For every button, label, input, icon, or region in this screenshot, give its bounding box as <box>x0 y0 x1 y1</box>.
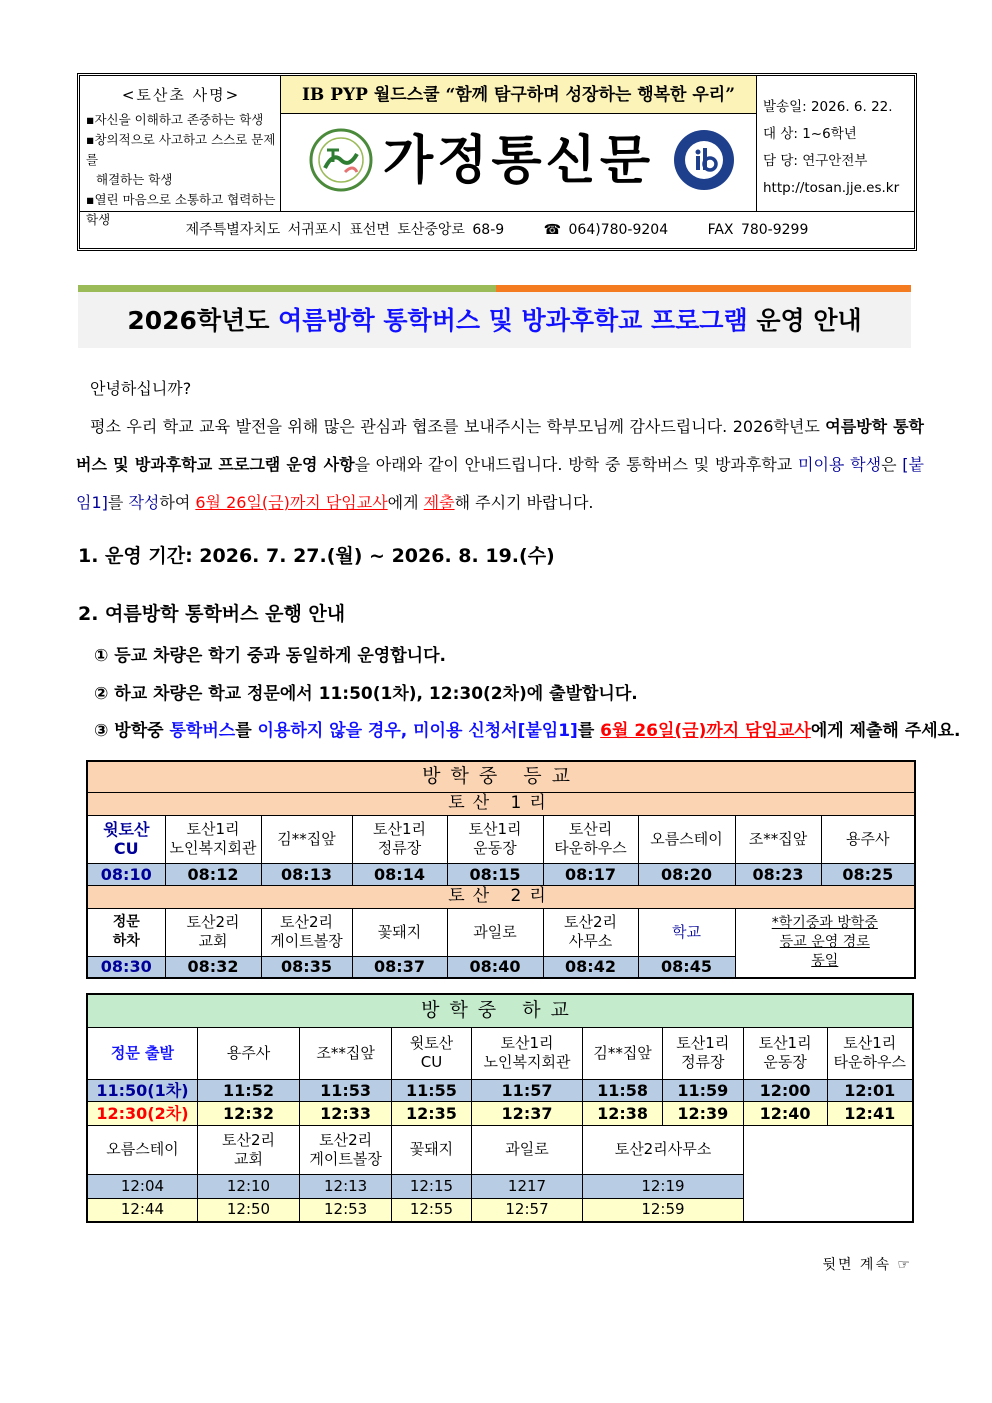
bus-time-cell: 12:57 <box>471 1198 582 1222</box>
route-note: *학기중과 방학중 등교 운영 경로 동일 <box>735 908 915 978</box>
bus-time-cell: 08:40 <box>447 956 543 978</box>
bus-stop-cell: 정문 출발 <box>87 1027 197 1079</box>
bus-time-cell: 08:10 <box>87 863 165 885</box>
text: 에게 제출해 주세요. <box>810 721 961 741</box>
bus-time-cell: 11:53 <box>300 1079 392 1101</box>
school-slogan: IB PYP 월드스쿨 “함께 탐구하며 성장하는 행복한 우리” <box>281 76 756 114</box>
banner-bar-orange <box>496 285 911 292</box>
bus-stop-cell: 토산리 타운하우스 <box>543 815 638 863</box>
bus-stop-cell: 꽃돼지 <box>352 908 447 956</box>
title-suffix: 운영 안내 <box>747 306 862 335</box>
bus-stop-cell: 토산2리 게이트볼장 <box>261 908 352 956</box>
motto-item: ▪자신을 이해하고 존중하는 학생 <box>86 112 264 127</box>
bus-time-cell: 12:41 <box>827 1101 913 1125</box>
route-2-title: 토산 2리 <box>87 885 915 908</box>
text: ③ 방학중 <box>94 721 170 741</box>
text: 여름방학 통학버스 및 방과후학교 프로그램 운영 사항 <box>76 417 924 474</box>
school-motto <box>80 76 281 227</box>
bus-time-cell: 1217 <box>471 1174 582 1198</box>
text: 미이용 학생 <box>798 455 882 474</box>
bus-stop-cell: 토산1리 정류장 <box>662 1027 743 1079</box>
bus-stop-cell: 오름스테이 <box>87 1125 197 1174</box>
section-period: 1. 운영 기간: 2026. 7. 27.(월) ~ 2026. 8. 19.(수) <box>78 545 555 567</box>
bus-time-cell: 08:32 <box>165 956 261 978</box>
bus-stop-cell: 토산2리 교회 <box>165 908 261 956</box>
ib-logo-icon <box>672 128 736 192</box>
bus-item-2: ② 하교 차량은 학교 정문에서 11:50(1차), 12:30(2차)에 출발합니다. <box>94 684 638 704</box>
text: [붙임1] <box>76 455 924 512</box>
bus-time-cell: 12:44 <box>87 1198 197 1222</box>
bus-stop-cell: 학교 <box>638 908 735 956</box>
bus-time-cell: 11:50(1차) <box>87 1079 197 1101</box>
text: 이용하지 않을 경우, 미이용 신청서[붙임1] <box>257 721 578 741</box>
bus-stop-cell: 토산1리 운동장 <box>447 815 543 863</box>
bus-time-cell: 12:40 <box>743 1101 827 1125</box>
bus-time-cell: 08:17 <box>543 863 638 885</box>
bus-time-cell: 11:57 <box>471 1079 582 1101</box>
afternoon-table-title: 방학중 하교 <box>87 994 913 1027</box>
bus-time-cell: 12:15 <box>392 1174 472 1198</box>
motto-item: ▪창의적으로 사고하고 스스로 문제를 <box>86 132 276 167</box>
bus-time-cell: 08:25 <box>821 863 915 885</box>
text: 제출 <box>423 493 455 512</box>
header-center <box>281 76 757 212</box>
document-title <box>78 292 911 348</box>
bus-stop-cell: 꽃돼지 <box>392 1125 472 1174</box>
bus-stop-cell: 토산2리 게이트볼장 <box>300 1125 392 1174</box>
text: 에게 <box>387 493 424 512</box>
text: 6월 26일(금)까지 담임교사 <box>195 493 388 512</box>
bus-time-cell: 12:32 <box>197 1101 299 1125</box>
bus-time-cell: 08:35 <box>261 956 352 978</box>
bus-time-cell: 11:52 <box>197 1079 299 1101</box>
bus-time-cell: 12:37 <box>471 1101 582 1125</box>
school-fax: FAX 780-9299 <box>707 222 809 238</box>
morning-table-title: 방학중 등교 <box>87 761 915 792</box>
bus-stop-cell: 토산1리 노인복지회관 <box>165 815 261 863</box>
bus-time-cell: 12:19 <box>583 1174 743 1198</box>
bus-time-cell: 08:42 <box>543 956 638 978</box>
bus-stop-cell: 김**집앞 <box>583 1027 663 1079</box>
bus-time-cell: 12:55 <box>392 1198 472 1222</box>
text: 을 아래와 같이 안내드립니다. 방학 중 통학버스 및 방과후학교 <box>354 455 798 474</box>
bus-stop-cell: 토산1리 운동장 <box>743 1027 827 1079</box>
title-subject: 여름방학 통학버스 및 방과후학교 프로그램 <box>278 306 748 335</box>
contact-line <box>80 212 914 248</box>
bus-stop-cell: 토산1리 노인복지회관 <box>471 1027 582 1079</box>
bus-time-cell: 12:53 <box>300 1198 392 1222</box>
bus-time-cell: 08:12 <box>165 863 261 885</box>
empty-cell <box>743 1125 913 1222</box>
header-top <box>80 76 914 227</box>
bus-time-cell: 12:33 <box>300 1101 392 1125</box>
newsletter-header <box>77 73 917 251</box>
section-bus: 2. 여름방학 통학버스 운행 안내 <box>78 603 346 625</box>
bus-stop-cell: 윗토산 CU <box>392 1027 472 1079</box>
newsletter-title: 가정통신문 <box>382 131 655 191</box>
continued-note: 뒷면 계속 ☞ <box>822 1257 912 1273</box>
bus-stop-cell: 정문 하차 <box>87 908 165 956</box>
intro-paragraph <box>76 408 924 522</box>
school-phone: ☎ 064)780-9204 <box>543 222 669 238</box>
greeting: 안녕하십니까? <box>90 379 192 398</box>
bus-time-cell: 12:39 <box>662 1101 743 1125</box>
bus-stop-cell: 조**집앞 <box>300 1027 392 1079</box>
bus-stop-cell: 오름스테이 <box>638 815 735 863</box>
text: 6월 26일(금)까지 담임교사 <box>600 721 811 741</box>
bus-time-cell: 08:30 <box>87 956 165 978</box>
bus-time-cell: 11:55 <box>392 1079 472 1101</box>
bus-time-cell: 12:01 <box>827 1079 913 1101</box>
text: 은 <box>881 455 903 474</box>
bus-time-cell: 08:14 <box>352 863 447 885</box>
text: 하여 <box>159 493 196 512</box>
bus-stop-cell: 윗토산 CU <box>87 815 165 863</box>
bus-stop-cell: 토산2리 사무소 <box>543 908 638 956</box>
text: 작성 <box>128 493 160 512</box>
bus-time-cell: 12:30(2차) <box>87 1101 197 1125</box>
bus-time-cell: 12:04 <box>87 1174 197 1198</box>
bus-item-3 <box>94 716 961 741</box>
bus-time-cell: 08:37 <box>352 956 447 978</box>
banner-bar-green <box>78 285 496 292</box>
issue-info <box>757 76 914 212</box>
bus-stop-cell: 토산1리 정류장 <box>352 815 447 863</box>
bus-stop-cell: 과일로 <box>471 1125 582 1174</box>
bus-time-cell: 12:13 <box>300 1174 392 1198</box>
department: 담 당: 연구안전부 <box>763 153 868 169</box>
target-grades: 대 상: 1~6학년 <box>763 126 857 142</box>
bus-stop-cell: 김**집앞 <box>261 815 352 863</box>
bus-item-1: ① 등교 차량은 학기 중과 동일하게 운영합니다. <box>94 646 446 666</box>
text: 통학버스 <box>169 721 236 741</box>
bus-stop-cell: 용주사 <box>197 1027 299 1079</box>
bus-time-cell: 12:59 <box>583 1198 743 1222</box>
issue-date: 발송일: 2026. 6. 22. <box>763 99 893 115</box>
school-url[interactable]: http://tosan.jje.es.kr <box>763 180 900 196</box>
bus-stop-cell: 과일로 <box>447 908 543 956</box>
bus-time-cell: 12:50 <box>197 1198 299 1222</box>
bus-time-cell: 08:45 <box>638 956 735 978</box>
afternoon-bus-table <box>86 993 914 1223</box>
bus-time-cell: 11:58 <box>583 1079 663 1101</box>
bus-stop-cell: 조**집앞 <box>735 815 821 863</box>
motto-item: 해결하는 학생 <box>96 172 173 187</box>
bus-time-cell: 08:23 <box>735 863 821 885</box>
bus-time-cell: 08:20 <box>638 863 735 885</box>
text: 를 <box>107 493 129 512</box>
bus-time-cell: 08:15 <box>447 863 543 885</box>
bus-time-cell: 11:59 <box>662 1079 743 1101</box>
morning-bus-table <box>86 760 916 979</box>
motto-item: ▪열린 마음으로 소통하고 협력하는 학생 <box>86 192 276 227</box>
bus-stop-cell: 토산1리 타운하우스 <box>827 1027 913 1079</box>
text: 평소 우리 학교 교육 발전을 위해 많은 관심과 협조를 보내주시는 학부모님께 감사드립니다. 2026학년도 <box>90 417 826 436</box>
text: 를 <box>235 721 258 741</box>
motto-title: <토산초 사명> <box>121 86 241 104</box>
route-1-title: 토산 1리 <box>87 792 915 815</box>
bus-stop-cell: 토산2리 교회 <box>197 1125 299 1174</box>
bus-time-cell: 08:13 <box>261 863 352 885</box>
text: 해 주시기 바랍니다. <box>454 493 594 512</box>
school-address: 제주특별자치도 서귀포시 표선면 토산중앙로 68-9 <box>185 222 505 238</box>
bus-stop-cell: 토산2리사무소 <box>583 1125 743 1174</box>
bus-time-cell: 12:10 <box>197 1174 299 1198</box>
text: 를 <box>577 721 601 741</box>
bus-stop-cell: 용주사 <box>821 815 915 863</box>
bus-time-cell: 12:38 <box>583 1101 663 1125</box>
bus-time-cell: 12:00 <box>743 1079 827 1101</box>
title-year: 2026학년도 <box>127 306 279 335</box>
bus-time-cell: 12:35 <box>392 1101 472 1125</box>
